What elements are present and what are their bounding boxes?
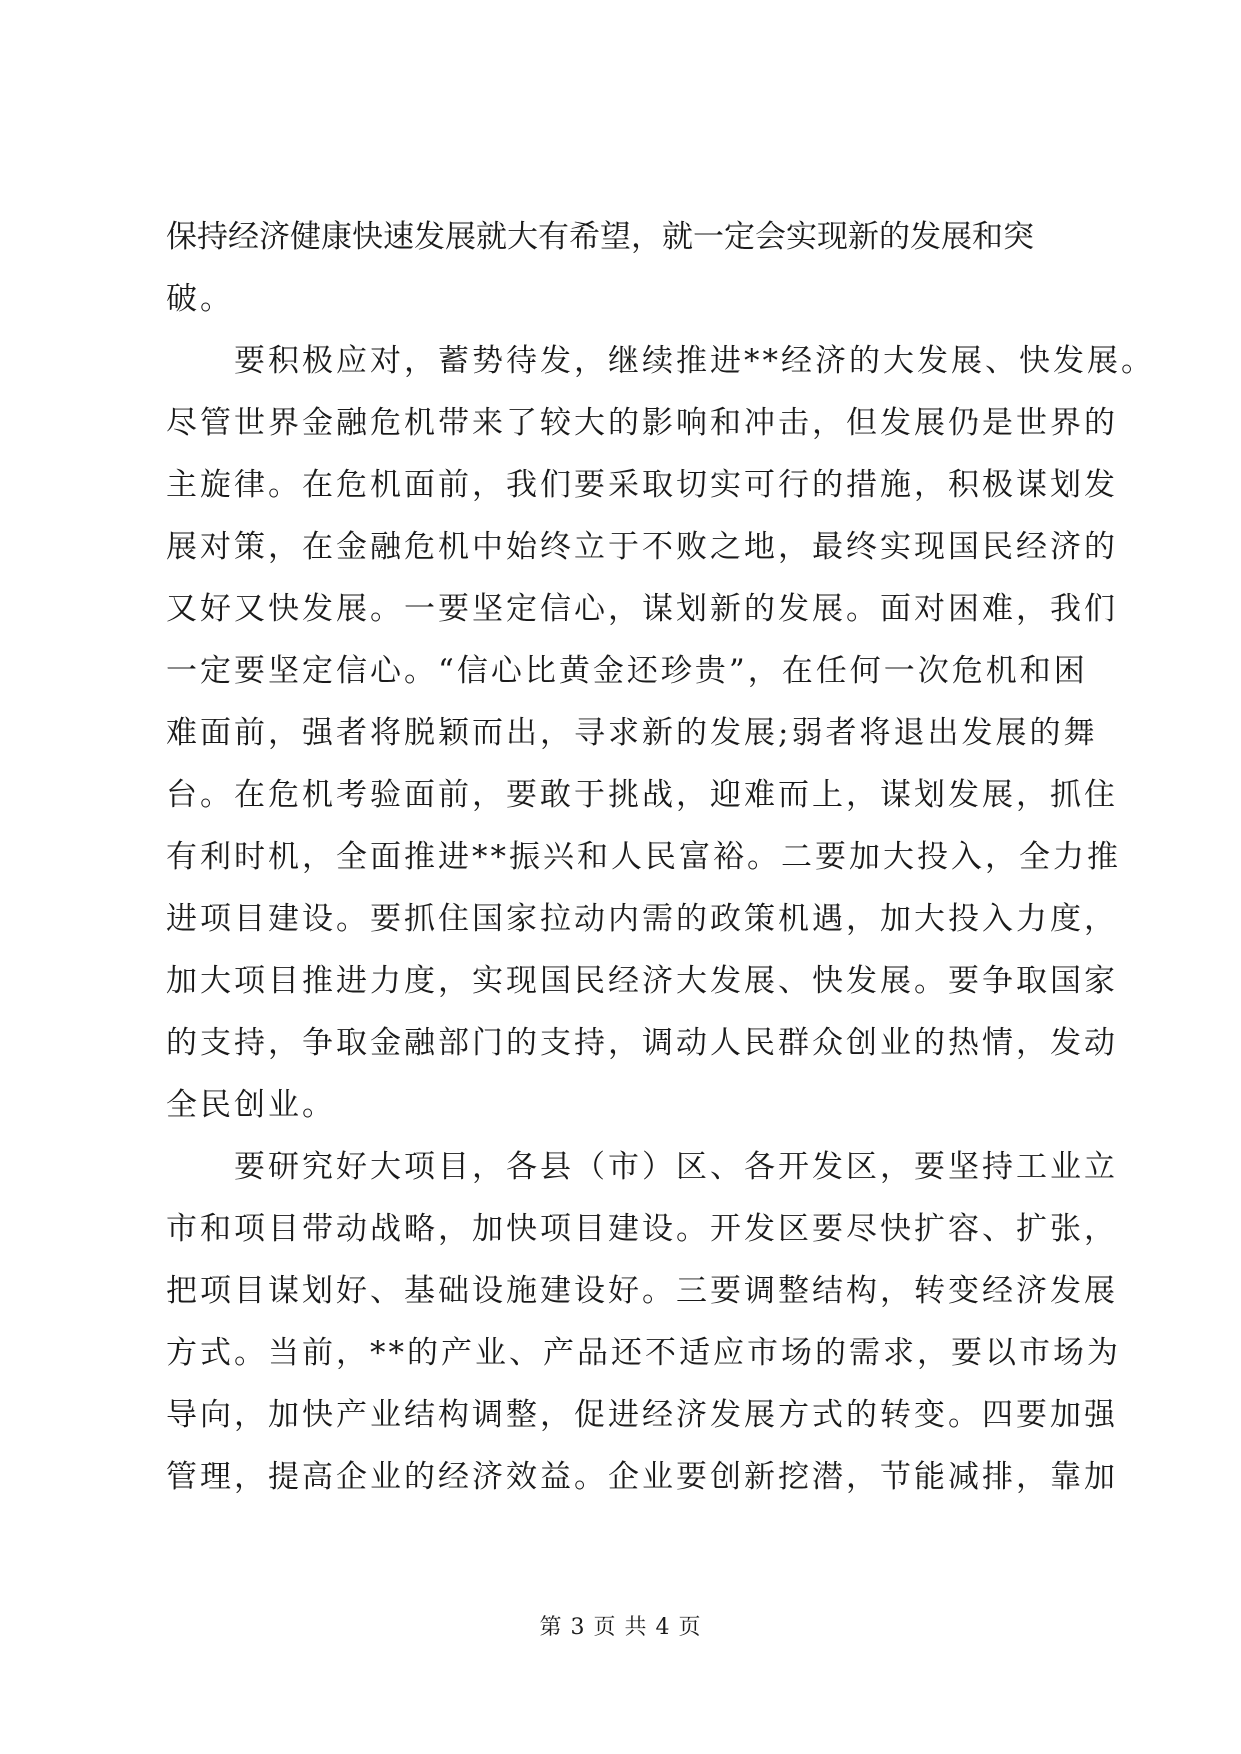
- text-line: [166, 826, 1121, 888]
- page-number: 第 3 页 共 4 页: [539, 1615, 702, 1640]
- text-line: [166, 578, 1118, 640]
- page-footer: [0, 1610, 1241, 1641]
- text-line: [166, 1198, 1118, 1260]
- text-line-content: 台。在危机考验面前，要敢于挑战，迎难而上，谋划发展，抓住: [166, 777, 1118, 813]
- text-line: [166, 392, 1118, 454]
- text-line: [166, 1136, 1118, 1198]
- text-line-content: 破。: [166, 281, 234, 317]
- text-line: [166, 640, 1086, 702]
- text-line: [166, 330, 1155, 392]
- text-line-content: 主旋律。在危机面前，我们要采取切实可行的措施，积极谋划发: [166, 467, 1118, 503]
- paragraph: [166, 330, 1155, 1136]
- text-line-content: 一定要坚定信心。“信心比黄金还珍贵”，在任何一次危机和困: [166, 653, 1088, 689]
- text-line-content: 保持经济健康快速发展就大有希望，就一定会实现新的发展和突: [166, 219, 1034, 255]
- text-line-content: 又好又快发展。一要坚定信心，谋划新的发展。面对困难，我们: [166, 591, 1118, 627]
- text-line: [166, 1446, 1118, 1508]
- text-line: [166, 1012, 1118, 1074]
- text-line-content: 把项目谋划好、基础设施建设好。三要调整结构，转变经济发展: [166, 1273, 1118, 1309]
- text-line: [166, 1260, 1118, 1322]
- text-line: [166, 516, 1118, 578]
- text-line-content: 全民创业。: [166, 1087, 336, 1123]
- text-line: [166, 1322, 1121, 1384]
- text-line-content: 要研究好大项目，各县（市）区、各开发区，要坚持工业立: [234, 1149, 1118, 1185]
- text-line: [166, 888, 1118, 950]
- text-line-content: 有利时机，全面推进**振兴和人民富裕。二要加大投入，全力推: [166, 839, 1121, 875]
- text-line: [166, 268, 1086, 330]
- text-line-content: 加大项目推进力度，实现国民经济大发展、快发展。要争取国家: [166, 963, 1118, 999]
- text-line-content: 尽管世界金融危机带来了较大的影响和冲击，但发展仍是世界的: [166, 405, 1118, 441]
- text-line: [166, 454, 1118, 516]
- text-line-content: 管理，提高企业的经济效益。企业要创新挖潜，节能减排，靠加: [166, 1459, 1118, 1495]
- text-line-content: 导向，加快产业结构调整，促进经济发展方式的转变。四要加强: [166, 1397, 1118, 1433]
- text-line-content: 要积极应对，蓄势待发，继续推进**经济的大发展、快发展。: [234, 343, 1155, 379]
- paragraph: [166, 206, 1086, 330]
- text-line: [166, 950, 1118, 1012]
- text-line-content: 的支持，争取金融部门的支持，调动人民群众创业的热情，发动: [166, 1025, 1118, 1061]
- text-line: [166, 764, 1118, 826]
- text-line: [166, 1074, 1086, 1136]
- text-line-content: 方式。当前，**的产业、产品还不适应市场的需求，要以市场为: [166, 1335, 1121, 1371]
- document-body: [166, 206, 1155, 1508]
- text-line: [166, 1384, 1118, 1446]
- text-line-content: 进项目建设。要抓住国家拉动内需的政策机遇，加大投入力度，: [166, 901, 1118, 937]
- text-line-content: 展对策，在金融危机中始终立于不败之地，最终实现国民经济的: [166, 529, 1118, 565]
- paragraph: [166, 1136, 1121, 1508]
- text-line-content: 难面前，强者将脱颖而出，寻求新的发展;弱者将退出发展的舞: [166, 715, 1098, 751]
- text-line: [166, 702, 1098, 764]
- text-line-content: 市和项目带动战略，加快项目建设。开发区要尽快扩容、扩张，: [166, 1211, 1118, 1247]
- text-line: [166, 206, 1086, 268]
